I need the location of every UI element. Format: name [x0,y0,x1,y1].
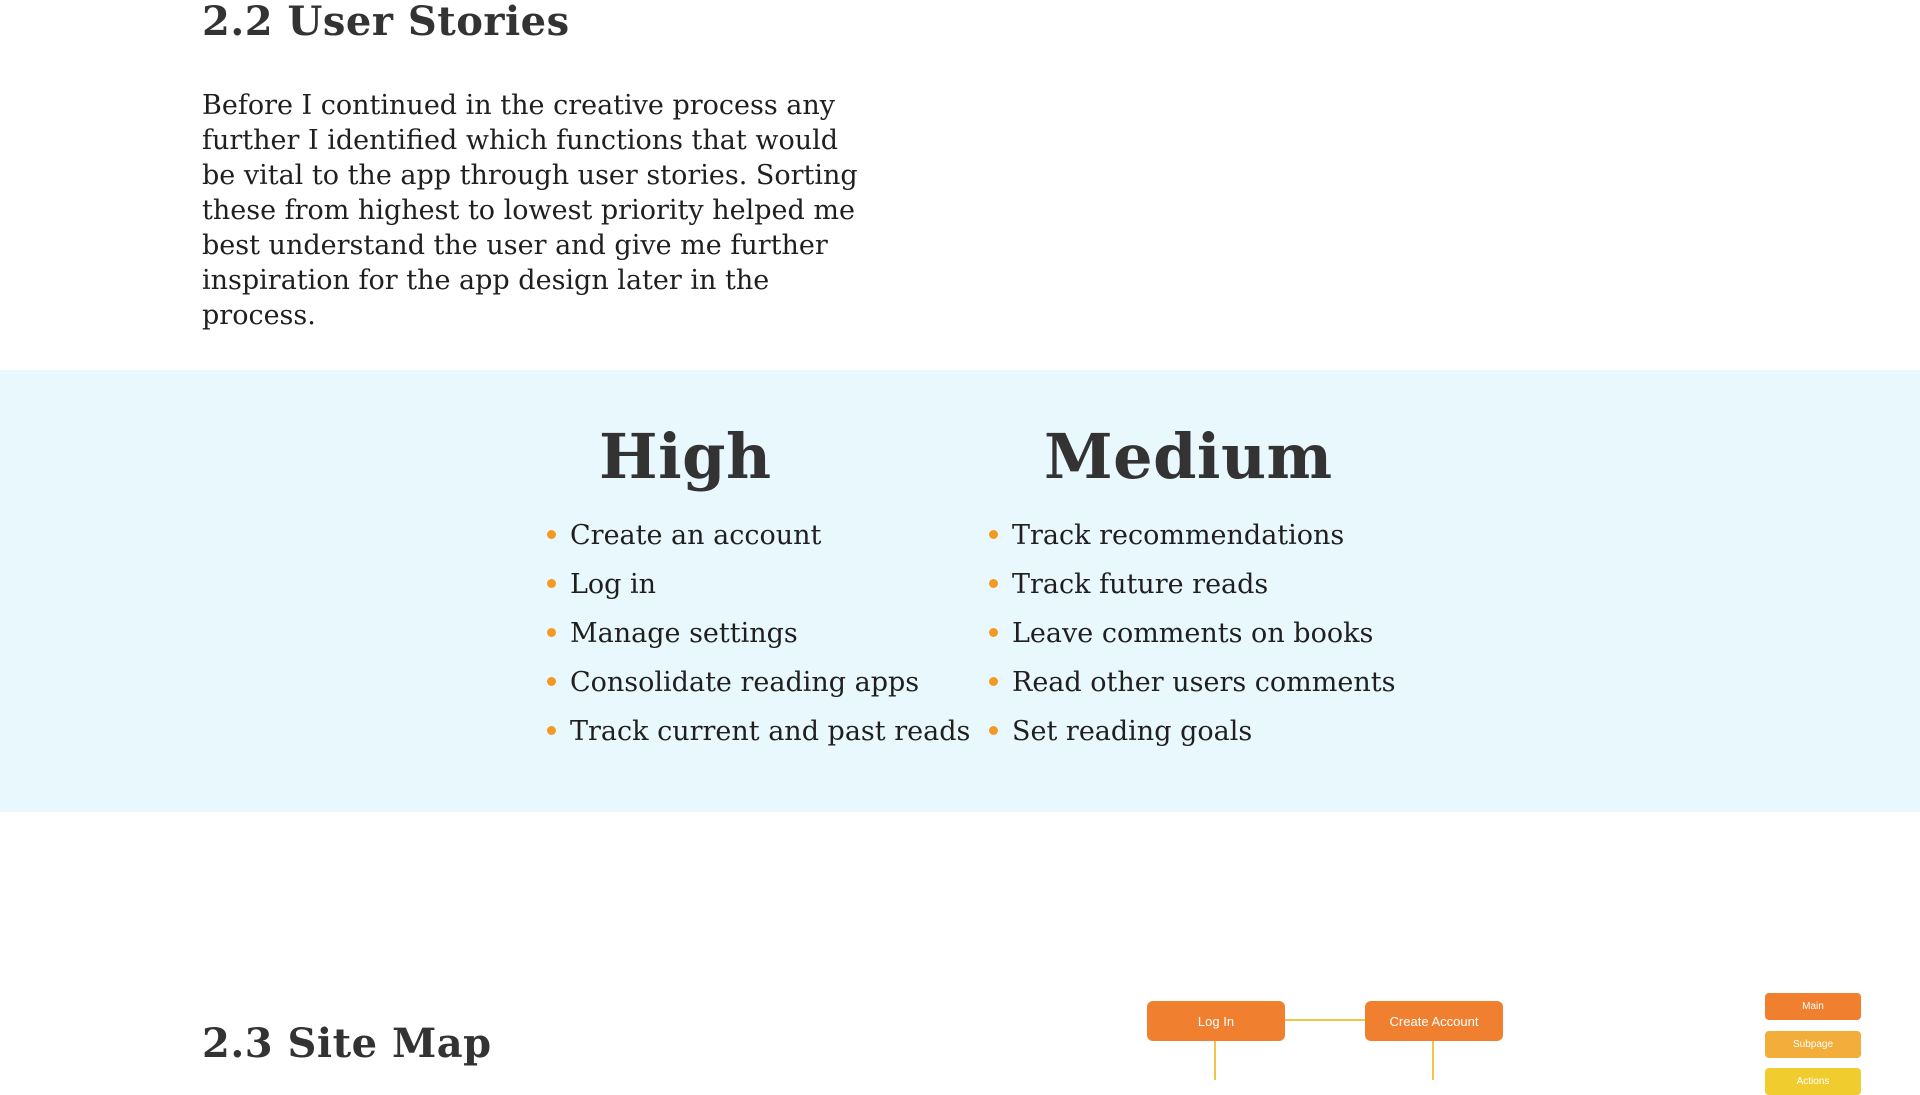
bullet-icon [547,579,556,588]
medium-priority-heading: Medium [1044,420,1333,493]
list-item-label: Set reading goals [1012,716,1253,747]
bullet-icon [989,677,998,686]
list-item-label: Manage settings [570,618,798,649]
legend-main: Main [1765,993,1861,1020]
site-map-heading: 2.3 Site Map [202,1020,492,1067]
connector-line [1285,1019,1365,1021]
bullet-icon [547,530,556,539]
high-priority-heading: High [599,420,772,493]
list-item [545,714,970,763]
login-node: Log In [1147,1001,1285,1041]
bullet-icon [989,579,998,588]
bullet-icon [989,530,998,539]
bullet-icon [989,628,998,637]
user-stories-intro: Before I continued in the creative process any further I identified which functions that would be vital to the app through user stories. Sorting these from highest to lowest priority helped me best understand the user and give me further inspiration for the app design later in the process. [202,90,858,331]
list-item-label: Create an account [570,520,822,551]
connector-line [1432,1040,1434,1080]
bullet-icon [989,726,998,735]
user-stories-heading: 2.2 User Stories [202,0,570,45]
list-item-label: Track recommendations [1012,520,1345,551]
bullet-icon [547,677,556,686]
list-item [987,665,1395,714]
list-item-label: Track future reads [1012,569,1269,600]
list-item-label: Log in [570,569,657,600]
high-priority-list [545,518,970,763]
legend-actions: Actions [1765,1068,1861,1095]
list-item [987,518,1395,567]
connector-line [1214,1040,1216,1080]
list-item-label: Consolidate reading apps [570,667,920,698]
list-item [545,665,970,714]
list-item [987,567,1395,616]
list-item-label: Read other users comments [1012,667,1396,698]
list-item [987,714,1395,763]
list-item-label: Track current and past reads [570,716,971,747]
create-account-node: Create Account [1365,1001,1503,1041]
priority-band [0,370,1920,812]
list-item [545,616,970,665]
legend-subpage: Subpage [1765,1031,1861,1058]
list-item [545,567,970,616]
bullet-icon [547,726,556,735]
list-item [545,518,970,567]
bullet-icon [547,628,556,637]
medium-priority-list [987,518,1395,763]
list-item-label: Leave comments on books [1012,618,1374,649]
list-item [987,616,1395,665]
